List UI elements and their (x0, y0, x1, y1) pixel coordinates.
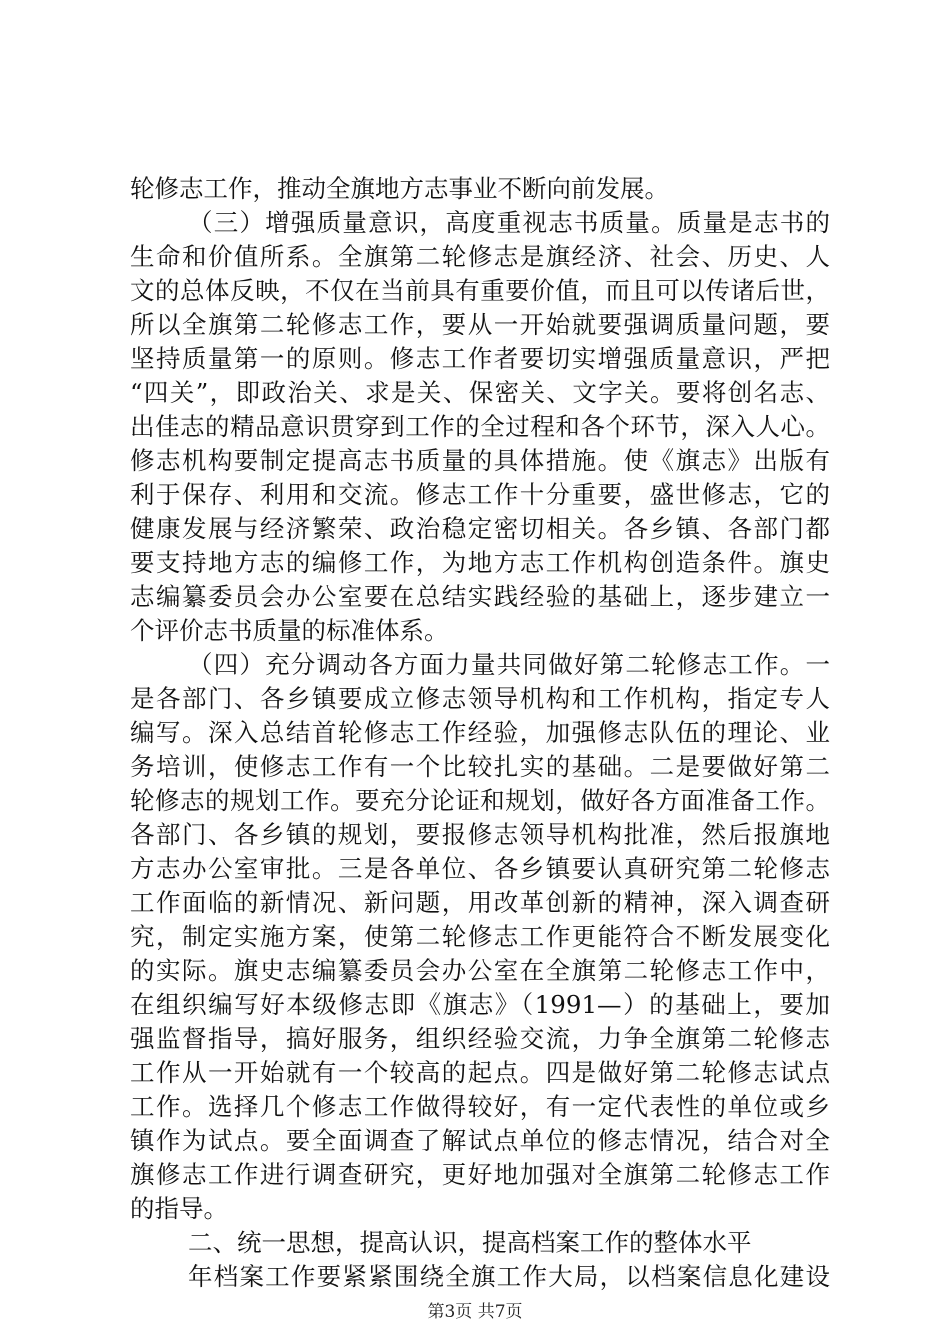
paragraph-line: 要支持地方志的编修工作，为地方志工作机构创造条件。旗史 (130, 548, 830, 577)
paragraph-line: “四关”，即政治关、求是关、保密关、文字关。要将创名志、 (130, 378, 830, 407)
paragraph-line: 各部门、各乡镇的规划，要报修志领导机构批准，然后报旗地 (130, 820, 830, 849)
paragraph-line: 修志机构要制定提高志书质量的具体措施。使《旗志》出版有 (130, 446, 830, 475)
paragraph-line: 究，制定实施方案，使第二轮修志工作更能符合不断发展变化 (130, 922, 830, 951)
paragraph-line: 务培训，使修志工作有一个比较扎实的基础。二是要做好第二 (130, 752, 830, 781)
paragraph-line: 是各部门、各乡镇要成立修志领导机构和工作机构，指定专人 (130, 684, 830, 713)
paragraph-line: 生命和价值所系。全旗第二轮修志是旗经济、社会、历史、人 (130, 242, 830, 271)
paragraph-line: 志编纂委员会办公室要在总结实践经验的基础上，逐步建立一 (130, 582, 830, 611)
paragraph-line: 年档案工作要紧紧围绕全旗工作大局，以档案信息化建设 (188, 1262, 830, 1291)
paragraph-line: 在组织编写好本级修志即《旗志》（1991—）的基础上，要加 (130, 990, 830, 1019)
paragraph-line: 的指导。 (130, 1194, 228, 1223)
paragraph-line: 坚持质量第一的原则。修志工作者要切实增强质量意识，严把 (130, 344, 830, 373)
paragraph-line: 文的总体反映，不仅在当前具有重要价值，而且可以传诸后世， (130, 276, 830, 305)
paragraph-line: 工作从一开始就有一个较高的起点。四是做好第二轮修志试点 (130, 1058, 830, 1087)
paragraph-line: （三）增强质量意识，高度重视志书质量。质量是志书的 (188, 208, 830, 237)
paragraph-line: 编写。深入总结首轮修志工作经验，加强修志队伍的理论、业 (130, 718, 830, 747)
paragraph-line: 利于保存、利用和交流。修志工作十分重要，盛世修志，它的 (130, 480, 830, 509)
paragraph-line: 轮修志工作，推动全旗地方志事业不断向前发展。 (130, 174, 669, 203)
paragraph-line: 出佳志的精品意识贯穿到工作的全过程和各个环节，深入人心。 (130, 412, 830, 441)
paragraph-line: 旗修志工作进行调查研究，更好地加强对全旗第二轮修志工作 (130, 1160, 830, 1189)
paragraph-line: （四）充分调动各方面力量共同做好第二轮修志工作。一 (188, 650, 830, 679)
page-number-footer: 第3页 共7页 (427, 1302, 523, 1322)
paragraph-line: 镇作为试点。要全面调查了解试点单位的修志情况，结合对全 (130, 1126, 830, 1155)
paragraph-line: 健康发展与经济繁荣、政治稳定密切相关。各乡镇、各部门都 (130, 514, 830, 543)
paragraph-line: 轮修志的规划工作。要充分论证和规划，做好各方面准备工作。 (130, 786, 830, 815)
paragraph-line: 工作面临的新情况、新问题，用改革创新的精神，深入调查研 (130, 888, 830, 917)
paragraph-line: 方志办公室审批。三是各单位、各乡镇要认真研究第二轮修志 (130, 854, 830, 883)
paragraph-line: 的实际。旗史志编纂委员会办公室在全旗第二轮修志工作中， (130, 956, 830, 985)
section-heading: 二、统一思想，提高认识，提高档案工作的整体水平 (188, 1228, 752, 1257)
paragraph-line: 工作。选择几个修志工作做得较好，有一定代表性的单位或乡 (130, 1092, 830, 1121)
paragraph-line: 个评价志书质量的标准体系。 (130, 616, 449, 645)
paragraph-line: 所以全旗第二轮修志工作，要从一开始就要强调质量问题，要 (130, 310, 830, 339)
paragraph-line: 强监督指导，搞好服务，组织经验交流，力争全旗第二轮修志 (130, 1024, 830, 1053)
